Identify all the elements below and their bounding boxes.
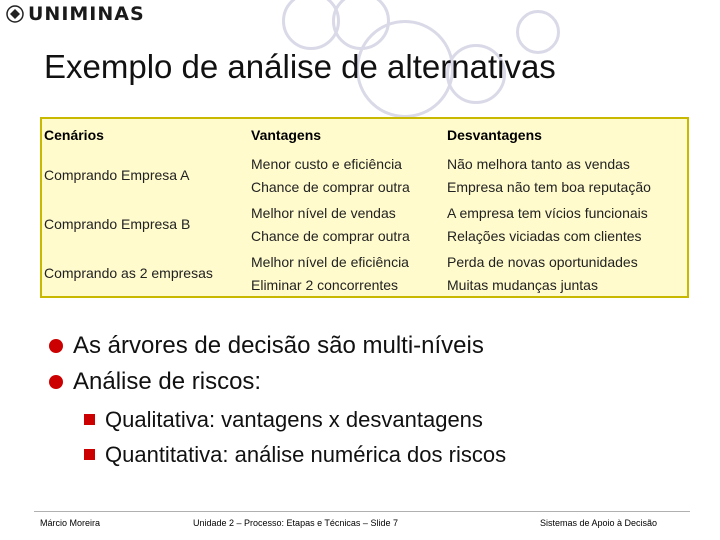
logo-text: UNIMINAS bbox=[28, 3, 145, 25]
table-header-row bbox=[42, 119, 687, 151]
column-header: Vantagens bbox=[251, 126, 322, 143]
footer-author: Márcio Moreira bbox=[40, 518, 101, 528]
disadvantages-cell bbox=[445, 200, 687, 249]
sub-bullet-text: Qualitativa: vantagens x desvantagens bbox=[105, 406, 483, 432]
slide-title: Exemplo de análise de alternativas bbox=[44, 48, 556, 85]
column-header: Cenários bbox=[44, 126, 104, 143]
disadvantage-line: A empresa tem vícios funcionais bbox=[447, 204, 648, 221]
scenario-cell: Comprando Empresa B bbox=[44, 216, 191, 232]
footer-divider bbox=[34, 511, 690, 512]
square-bullet-icon bbox=[84, 414, 95, 425]
bullet-text: Análise de riscos: bbox=[73, 368, 262, 395]
round-bullet-icon bbox=[49, 339, 63, 353]
disadvantage-line: Muitas mudanças juntas bbox=[447, 276, 598, 293]
alternatives-table bbox=[40, 117, 689, 298]
logo-mark-icon bbox=[6, 5, 24, 23]
scenario-cell: Comprando as 2 empresas bbox=[44, 265, 213, 281]
footer-right: Sistemas de Apoio à Decisão bbox=[540, 518, 658, 528]
sub-bullet-text: Quantitativa: análise numérica dos riscos bbox=[105, 441, 507, 467]
table-row bbox=[42, 249, 687, 298]
table-row bbox=[42, 200, 687, 249]
footer-center: Unidade 2 – Processo: Etapas e Técnicas – Slide 7 bbox=[193, 518, 398, 528]
table-row bbox=[42, 151, 687, 200]
scenario-cell: Comprando Empresa A bbox=[44, 167, 190, 183]
disadvantages-cell bbox=[445, 151, 687, 200]
disadvantage-line: Não melhora tanto as vendas bbox=[447, 155, 630, 172]
advantage-line: Eliminar 2 concorrentes bbox=[251, 276, 399, 293]
advantage-line: Chance de comprar outra bbox=[251, 227, 410, 244]
advantages-cell bbox=[249, 200, 445, 249]
bullet-item bbox=[48, 364, 506, 400]
disadvantage-line: Empresa não tem boa reputação bbox=[447, 178, 651, 195]
column-header: Desvantagens bbox=[447, 126, 542, 143]
advantage-line: Melhor nível de eficiência bbox=[251, 253, 409, 270]
round-bullet-icon bbox=[49, 375, 63, 389]
advantages-cell bbox=[249, 151, 445, 200]
disadvantage-line: Relações viciadas com clientes bbox=[447, 227, 642, 244]
bullet-text: As árvores de decisão são multi-níveis bbox=[73, 332, 484, 359]
square-bullet-icon bbox=[84, 449, 95, 460]
sub-bullet-item bbox=[84, 437, 506, 472]
disadvantage-line: Perda de novas oportunidades bbox=[447, 253, 638, 270]
bullet-item bbox=[48, 328, 506, 364]
advantage-line: Chance de comprar outra bbox=[251, 178, 410, 195]
advantages-cell bbox=[249, 249, 445, 298]
bullet-list bbox=[48, 328, 506, 472]
disadvantages-cell bbox=[445, 249, 687, 298]
advantage-line: Menor custo e eficiência bbox=[251, 155, 402, 172]
logo bbox=[6, 4, 145, 24]
sub-bullet-item bbox=[84, 402, 506, 437]
advantage-line: Melhor nível de vendas bbox=[251, 204, 396, 221]
